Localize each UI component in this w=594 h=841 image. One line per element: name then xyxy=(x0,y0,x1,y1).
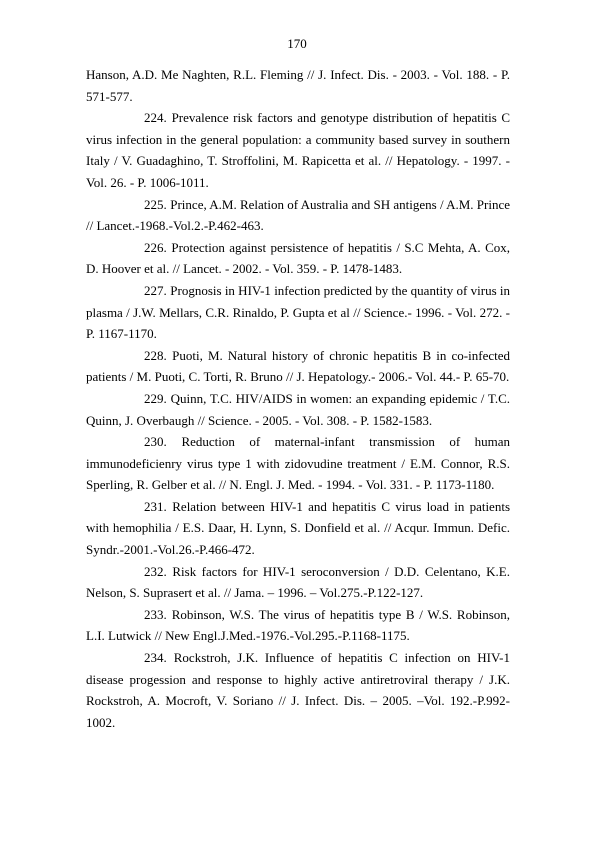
reference-number: 227. xyxy=(144,282,167,298)
reference-text: Puoti, M. Natural history of chronic hepatitis B in co-infected patients / M. Puoti, C. Torti, R. Bruno // J. Hepatology.- 2006.- Vol. 44.- P. 65-70. xyxy=(86,347,511,385)
reference-text: Robinson, W.S. The virus of hepatitis type B / W.S. Robinson, L.I. Lutwick // New Engl.J.Med.-1976.-Vol.295.-P.1168-1175. xyxy=(86,606,511,644)
reference-number: 233. xyxy=(144,606,167,622)
reference-item xyxy=(86,64,510,107)
reference-text: Risk factors for HIV-1 seroconversion / D.D. Celentano, K.E. Nelson, S. Suprasert et al. // Jama. – 1996. – Vol.275.-P.122-127. xyxy=(86,563,510,601)
reference-item xyxy=(86,388,510,431)
reference-item xyxy=(86,647,510,733)
reference-item xyxy=(86,604,510,647)
reference-number: 232. xyxy=(144,563,167,579)
reference-item xyxy=(86,496,510,561)
reference-item xyxy=(86,431,510,496)
reference-item xyxy=(86,345,510,388)
reference-text: Prognosis in HIV-1 infection predicted by the quantity of virus in plasma / J.W. Mellars, C.R. Rinaldo, P. Gupta et al // Science.- 1996. - Vol. 272. - P. 1167-1170. xyxy=(86,282,511,342)
reference-item xyxy=(86,194,510,237)
reference-number: 224. xyxy=(144,110,167,126)
reference-text: Prince, A.M. Relation of Australia and SH antigens / A.M. Prince // Lancet.-1968.-Vol.2.-P.462-463. xyxy=(86,196,511,234)
reference-number: 228. xyxy=(144,347,167,363)
reference-text: Prevalence risk factors and genotype distribution of hepatitis C virus infection in the general population: a community based survey in southern Italy / V. Guadaghino, T. Stroffolini, M. Rapicetta et al. // Hepatology. - 1997. - Vol. 26. - P. 1006-1011. xyxy=(86,110,510,190)
reference-number: 231. xyxy=(144,498,167,514)
reference-number: 230. xyxy=(144,434,167,450)
reference-text: Rockstroh, J.K. Influence of hepatitis C infection on HIV-1 disease progession and response to highly active antiretroviral therapy / J.K. Rockstroh, A. Mocroft, V. Soriano // J. Infect. Dis. – 2005. –Vol. 192.-P.992-1002. xyxy=(86,650,511,730)
reference-text: Reduction of maternal-infant transmission of human immunodeficienry virus type 1 with zidovudine treatment / E.M. Connor, R.S. Sperling, R. Gelber et al. // N. Engl. J. Med. - 1994. - Vol. 331. - P. 1173-1180. xyxy=(86,434,511,493)
reference-number: 234. xyxy=(144,650,167,666)
reference-list xyxy=(86,64,510,733)
reference-number: 226. xyxy=(144,239,167,255)
reference-item xyxy=(86,280,510,345)
reference-item xyxy=(86,107,510,193)
reference-item xyxy=(86,561,510,604)
reference-number: 229. xyxy=(144,390,167,406)
reference-number: 225. xyxy=(144,196,167,212)
reference-text: Hanson, A.D. Me Naghten, R.L. Fleming // J. Infect. Dis. - 2003. - Vol. 188. - P. 571-577. xyxy=(86,67,510,104)
page-number: 170 xyxy=(287,36,307,51)
reference-item xyxy=(86,237,510,280)
reference-text: Relation between HIV-1 and hepatitis C virus load in patients with hemophilia / E.S. Daar, H. Lynn, S. Donfield et al. // Acqur. Immun. Defic. Syndr.-2001.-Vol.26.-P.466-472. xyxy=(86,498,510,558)
reference-text: Protection against persistence of hepatitis / S.C Mehta, A. Cox, D. Hoover et al. // Lancet. - 2002. - Vol. 359. - P. 1478-1483. xyxy=(86,239,510,277)
reference-text: Quinn, T.C. HIV/AIDS in women: an expanding epidemic / T.C. Quinn, J. Overbaugh // Science. - 2005. - Vol. 308. - P. 1582-1583. xyxy=(86,390,510,428)
